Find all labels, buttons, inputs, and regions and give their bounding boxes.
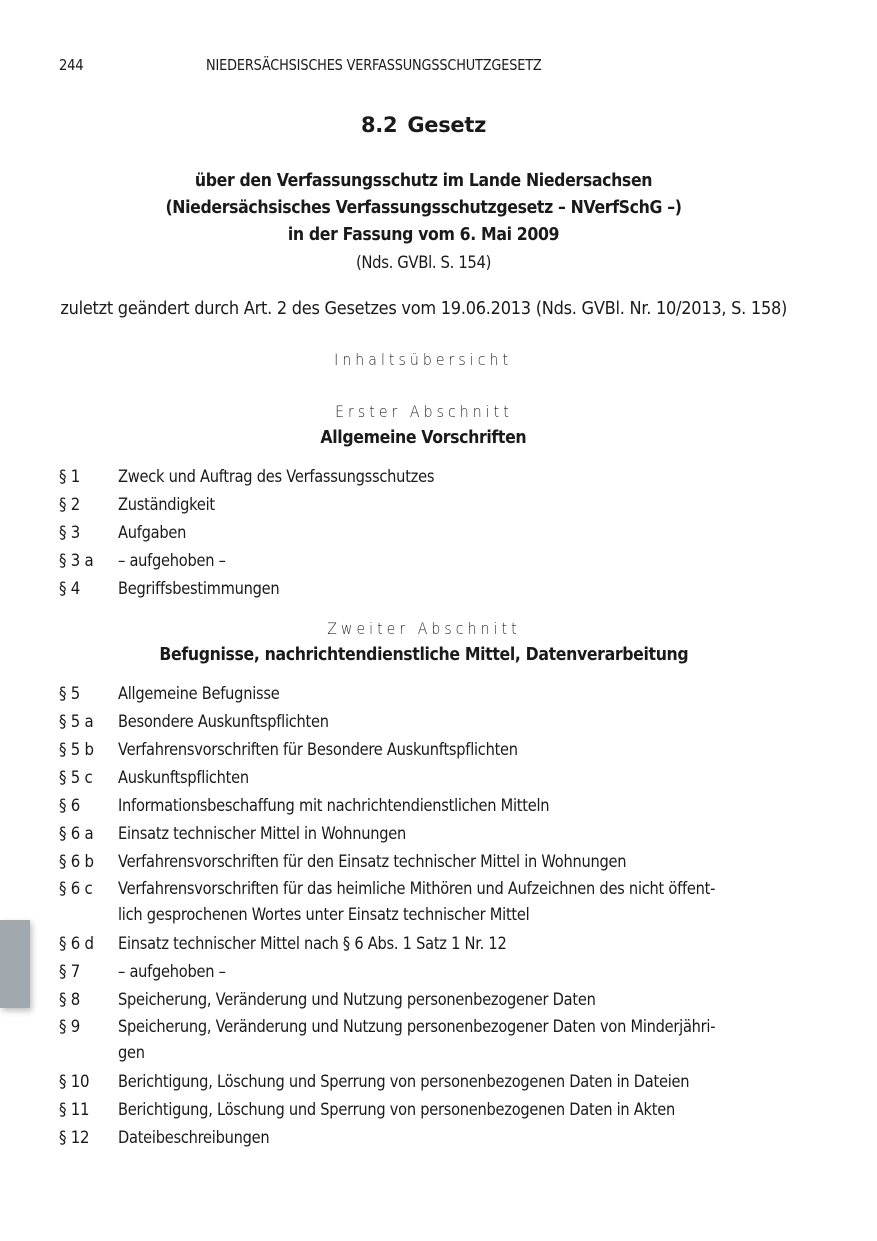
- paragraph-number: § 11: [59, 1100, 90, 1120]
- toc-item: [59, 792, 819, 820]
- paragraph-number: § 3 a: [59, 551, 94, 571]
- toc-list-part-2: [59, 680, 819, 1152]
- paragraph-title: Berichtigung, Löschung und Sperrung von personenbezogenen Daten in Akten: [118, 1100, 675, 1120]
- toc-item: [59, 708, 819, 736]
- law-title-line-1: über den Verfassungsschutz im Lande Niedersachsen: [194, 171, 653, 191]
- toc-item: [59, 491, 819, 519]
- amendment-note: [0, 298, 847, 319]
- toc-item: [59, 986, 819, 1014]
- part-1-title: Allgemeine Vorschriften: [320, 428, 527, 448]
- toc-item: [59, 736, 819, 764]
- toc-heading: Inhaltsübersicht: [334, 350, 513, 369]
- paragraph-title: Verfahrensvorschriften für den Einsatz technischer Mittel in Wohnungen: [118, 852, 627, 872]
- toc-item: [59, 1014, 819, 1068]
- paragraph-title: Auskunftspflichten: [118, 768, 249, 788]
- toc-item: [59, 876, 819, 930]
- paragraph-title-line-2: lich gesprochenen Wortes unter Einsatz technischer Mittel: [118, 905, 530, 925]
- running-head: [0, 56, 877, 78]
- paragraph-number: § 5 c: [59, 768, 93, 788]
- part-1-label: Erster Abschnitt: [334, 402, 513, 421]
- section-title: [0, 113, 847, 137]
- toc-item: [59, 764, 819, 792]
- paragraph-number: § 8: [59, 990, 80, 1010]
- section-title-text: Gesetz: [407, 113, 486, 137]
- paragraph-title: Speicherung, Veränderung und Nutzung personenbezogener Daten: [118, 990, 596, 1010]
- paragraph-title: [118, 1014, 789, 1066]
- paragraph-title: Aufgaben: [118, 523, 187, 543]
- part-2-label: Zweiter Abschnitt: [326, 619, 521, 638]
- paragraph-title: Zuständigkeit: [118, 495, 215, 515]
- paragraph-number: § 7: [59, 962, 80, 982]
- paragraph-number: § 5 b: [59, 740, 94, 760]
- paragraph-title: Dateibeschreibungen: [118, 1128, 270, 1148]
- paragraph-number: § 6 d: [59, 934, 94, 954]
- paragraph-number: § 6 a: [59, 824, 94, 844]
- paragraph-number: § 6: [59, 796, 80, 816]
- toc-item: [59, 463, 819, 491]
- toc-item: [59, 848, 819, 876]
- law-title-line-2: (Niedersächsisches Verfassungsschutzgesetz – NVerfSchG –): [165, 198, 682, 218]
- law-title-line-3: in der Fassung vom 6. Mai 2009: [287, 225, 560, 245]
- paragraph-number: § 3: [59, 523, 80, 543]
- part-2-title: Befugnisse, nachrichtendienstliche Mittel, Datenverarbeitung: [159, 645, 688, 665]
- toc-item: [59, 1068, 819, 1096]
- toc-item: [59, 519, 819, 547]
- paragraph-title: Begriffsbestimmungen: [118, 579, 280, 599]
- paragraph-title-line-1: Verfahrensvorschriften für das heimliche Mithören und Aufzeichnen des nicht öffent-: [118, 879, 716, 899]
- paragraph-title: Einsatz technischer Mittel in Wohnungen: [118, 824, 407, 844]
- paragraph-number: § 12: [59, 1128, 90, 1148]
- paragraph-title: – aufgehoben –: [118, 551, 226, 571]
- amendment-text: zuletzt geändert durch Art. 2 des Gesetzes vom 19.06.2013 (Nds. GVBl. Nr. 10/2013, S. 158): [60, 298, 787, 319]
- section-number: 8.2: [361, 113, 398, 137]
- paragraph-number: § 4: [59, 579, 80, 599]
- toc-item: [59, 1124, 819, 1152]
- paragraph-title: Allgemeine Befugnisse: [118, 684, 280, 704]
- paragraph-title: Besondere Auskunftspflichten: [118, 712, 329, 732]
- paragraph-number: § 5: [59, 684, 80, 704]
- paragraph-title-line-2: gen: [118, 1043, 145, 1063]
- paragraph-number: § 6 b: [59, 852, 94, 872]
- paragraph-title: [118, 876, 789, 928]
- paragraph-title: Informationsbeschaffung mit nachrichtendienstlichen Mitteln: [118, 796, 550, 816]
- paragraph-title: Verfahrensvorschriften für Besondere Auskunftspflichten: [118, 740, 518, 760]
- law-citation: (Nds. GVBl. S. 154): [355, 253, 492, 272]
- paragraph-title: Einsatz technischer Mittel nach § 6 Abs. 1 Satz 1 Nr. 12: [118, 934, 507, 954]
- paragraph-title: – aufgehoben –: [118, 962, 226, 982]
- toc-item: [59, 575, 819, 603]
- law-heading: [0, 168, 847, 276]
- paragraph-title: Zweck und Auftrag des Verfassungsschutzes: [118, 467, 435, 487]
- toc-item: [59, 680, 819, 708]
- toc-item: [59, 930, 819, 958]
- paragraph-number: § 5 a: [59, 712, 94, 732]
- toc-item: [59, 958, 819, 986]
- paragraph-number: § 9: [59, 1017, 80, 1037]
- page-number: 244: [59, 56, 84, 74]
- paragraph-title-line-1: Speicherung, Veränderung und Nutzung personenbezogener Daten von Minderjähri-: [118, 1017, 716, 1037]
- toc-list-part-1: [59, 463, 819, 603]
- running-title: NIEDERSÄCHSISCHES VERFASSUNGSSCHUTZGESETZ: [206, 56, 542, 74]
- toc-item: [59, 547, 819, 575]
- toc-item: [59, 1096, 819, 1124]
- paragraph-number: § 10: [59, 1072, 90, 1092]
- paragraph-title: Berichtigung, Löschung und Sperrung von personenbezogenen Daten in Dateien: [118, 1072, 690, 1092]
- paragraph-number: § 2: [59, 495, 80, 515]
- paragraph-number: § 6 c: [59, 879, 93, 899]
- chapter-thumb-tab: [0, 920, 30, 1008]
- toc-item: [59, 820, 819, 848]
- paragraph-number: § 1: [59, 467, 80, 487]
